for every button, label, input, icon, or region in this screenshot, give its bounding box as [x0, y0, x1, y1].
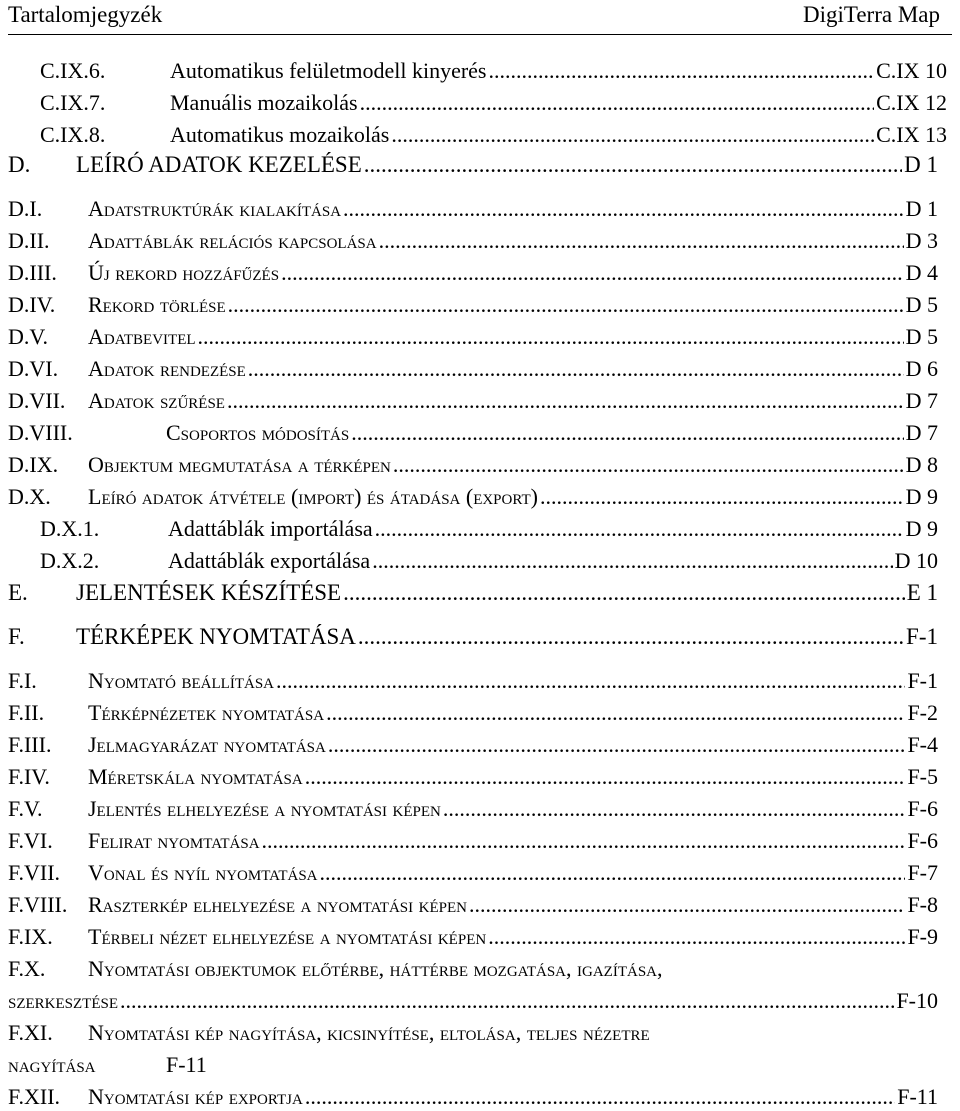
- toc-entry-page: F-11: [897, 1084, 938, 1109]
- toc-entry-first-line[interactable]: [8, 1020, 650, 1046]
- toc-entry-number: E.: [8, 580, 28, 605]
- toc-entry-title: Nyomtató beállítása: [88, 668, 275, 693]
- toc-entry-title: Új rekord hozzáfűzés: [88, 260, 280, 285]
- toc-entry-title: Csoportos módosítás: [166, 420, 350, 445]
- toc-entry-number: F.I.: [8, 668, 37, 693]
- toc-entry-page: D 1: [904, 152, 938, 177]
- toc-entry-title: Térbeli nézet elhelyezése a nyomtatási képen: [88, 924, 487, 949]
- toc-entry-title: Méretskála nyomtatása: [88, 764, 303, 789]
- toc-entry-page: E 1: [906, 580, 938, 605]
- toc-entry-page: C.IX 10: [876, 58, 947, 83]
- toc-entry-page: F-1: [906, 624, 938, 649]
- toc-entry-page: D 9: [905, 516, 938, 541]
- toc-leader-dots: [489, 58, 875, 84]
- toc-entry-page: C.IX 13: [876, 122, 947, 147]
- toc-entry-page: D 5: [905, 324, 938, 349]
- toc-entry[interactable]: [8, 668, 938, 694]
- toc-entry-title: Manuális mozaikolás: [170, 90, 358, 115]
- toc-entry-title: Adatstruktúrák kialakítása: [88, 196, 342, 221]
- toc-entry-number: F.VI.: [8, 828, 53, 853]
- toc-entry[interactable]: [8, 700, 938, 726]
- toc-entry-page: D 8: [905, 452, 938, 477]
- toc-entry[interactable]: [8, 764, 938, 790]
- toc-entry-number: D.X.2.: [40, 548, 100, 573]
- toc-entry[interactable]: [40, 122, 947, 148]
- toc-entry[interactable]: [8, 452, 938, 478]
- toc-entry-page: D 9: [905, 484, 938, 509]
- toc-leader-dots: [281, 260, 904, 286]
- toc-entry[interactable]: [8, 924, 938, 950]
- toc-entry[interactable]: [8, 860, 938, 886]
- toc-leader-dots: [364, 152, 902, 178]
- toc-entry-title: Leíró adatok átvétele (import) és átadása (export): [88, 484, 538, 509]
- toc-entry-number: D.VII.: [8, 388, 66, 413]
- toc-entry-page: F-6: [907, 796, 938, 821]
- toc-entry-page: F-11: [166, 1052, 207, 1077]
- toc-entry[interactable]: [40, 516, 938, 542]
- toc-entry-number: F.IV.: [8, 764, 50, 789]
- toc-entry-title-continued: nagyítása: [8, 1052, 96, 1077]
- toc-entry-title: TÉRKÉPEK NYOMTATÁSA: [76, 624, 356, 649]
- toc-entry-title: Automatikus felületmodell kinyerés: [170, 58, 487, 83]
- toc-entry-number: F.V.: [8, 796, 43, 821]
- toc-entry-title: Jelentés elhelyezése a nyomtatási képen: [88, 796, 441, 821]
- toc-entry-page: F-1: [907, 668, 938, 693]
- toc-leader-dots: [305, 1084, 895, 1110]
- toc-entry[interactable]: [8, 196, 938, 222]
- toc-leader-dots: [262, 828, 906, 854]
- toc-entry-title: LEÍRÓ ADATOK KEZELÉSE: [76, 152, 362, 177]
- toc-leader-dots: [443, 796, 906, 822]
- toc-leader-dots: [328, 732, 906, 758]
- toc-entry[interactable]: [8, 260, 938, 286]
- toc-entry-number: F.III.: [8, 732, 52, 757]
- toc-entry[interactable]: [8, 324, 938, 350]
- toc-entry-number: C.IX.6.: [40, 58, 106, 83]
- toc-entry-title-continued: szerkesztése: [8, 988, 119, 1013]
- toc-entry-page: F-7: [907, 860, 938, 885]
- toc-entry-number: D.VIII.: [8, 420, 73, 445]
- toc-entry-title: Nyomtatási objektumok előtérbe, háttérbe mozgatása, igazítása,: [88, 956, 663, 981]
- toc-entry-title: JELENTÉSEK KÉSZÍTÉSE: [76, 580, 342, 605]
- toc-entry-number: C.IX.8.: [40, 122, 106, 147]
- toc-entry-number: D.IX.: [8, 452, 59, 477]
- toc-entry-first-line[interactable]: [8, 956, 663, 982]
- toc-entry-page: D 10: [894, 548, 938, 573]
- toc-entry-title: Adatok rendezése: [88, 356, 246, 381]
- toc-chapter[interactable]: [8, 152, 938, 178]
- toc-leader-dots: [320, 860, 906, 886]
- toc-leader-dots: [393, 452, 904, 478]
- toc-leader-dots: [375, 516, 904, 542]
- toc-entry[interactable]: [8, 892, 938, 918]
- toc-entry-page: D 6: [905, 356, 938, 381]
- toc-entry-number: D.IV.: [8, 292, 56, 317]
- toc-entry[interactable]: [40, 58, 947, 84]
- toc-entry-title: Automatikus mozaikolás: [170, 122, 390, 147]
- toc-entry-number: F.II.: [8, 700, 45, 725]
- toc-entry-title: Adattáblák relációs kapcsolása: [88, 228, 377, 253]
- toc-entry-number: D.: [8, 152, 31, 177]
- toc-entry[interactable]: [8, 484, 938, 510]
- toc-entry-number: D.I.: [8, 196, 43, 221]
- toc-leader-dots: [248, 356, 904, 382]
- toc-leader-dots: [391, 122, 874, 148]
- toc-entry-number: D.X.1.: [40, 516, 100, 541]
- toc-leader-dots: [228, 292, 904, 318]
- toc-entry-title: Raszterkép elhelyezése a nyomtatási képen: [88, 892, 467, 917]
- toc-entry-number: F.IX.: [8, 924, 53, 949]
- toc-entry-page: F-4: [907, 732, 938, 757]
- toc-entry[interactable]: [8, 292, 938, 318]
- toc-entry-title: Nyomtatási kép nagyítása, kicsinyítése, eltolása, teljes nézetre: [88, 1020, 650, 1045]
- toc-leader-dots: [358, 624, 904, 650]
- toc-entry-page: F-10: [896, 988, 938, 1013]
- toc-entry[interactable]: [8, 828, 938, 854]
- toc-leader-dots: [360, 90, 875, 116]
- toc-entry-number: F.X.: [8, 956, 46, 981]
- toc-entry[interactable]: [8, 732, 938, 758]
- toc-entry-page: D 7: [905, 420, 938, 445]
- toc-entry-page: D 4: [905, 260, 938, 285]
- toc-leader-dots: [469, 892, 905, 918]
- toc-entry-number: D.V.: [8, 324, 48, 349]
- toc-entry-title: Nyomtatási kép exportja: [88, 1084, 303, 1109]
- toc-leader-dots: [351, 420, 903, 446]
- toc-entry-title: Vonal és nyíl nyomtatása: [88, 860, 318, 885]
- toc-entry-title: Objektum megmutatása a térképen: [88, 452, 391, 477]
- toc-entry-number: D.VI.: [8, 356, 59, 381]
- toc-entry-number: F.XI.: [8, 1020, 53, 1045]
- toc-entry-page: F-2: [907, 700, 938, 725]
- toc-leader-dots: [379, 228, 904, 254]
- toc-entry[interactable]: [40, 548, 938, 574]
- toc-entry-title: Adatok szűrése: [88, 388, 225, 413]
- toc-entry[interactable]: [8, 1084, 938, 1110]
- toc-entry-number: D.X.: [8, 484, 51, 509]
- toc-entry-page: F-9: [907, 924, 938, 949]
- toc-leader-dots: [488, 924, 905, 950]
- toc-entry-number: F.VIII.: [8, 892, 68, 917]
- toc-entry-continuation[interactable]: [8, 988, 938, 1014]
- toc-leader-dots: [326, 700, 905, 726]
- toc-entry-number: F.: [8, 624, 25, 649]
- toc-entry[interactable]: [40, 90, 947, 116]
- toc-entry[interactable]: [8, 356, 938, 382]
- toc-entry-page: F-5: [907, 764, 938, 789]
- toc-entry-title: Térképnézetek nyomtatása: [88, 700, 325, 725]
- toc-entry-page: D 5: [905, 292, 938, 317]
- toc-leader-dots: [120, 988, 894, 1014]
- toc-entry-title: Adatbevitel: [88, 324, 196, 349]
- toc-leader-dots: [540, 484, 904, 510]
- toc-leader-dots: [343, 196, 904, 222]
- toc-entry[interactable]: [8, 228, 938, 254]
- toc-entry-page: F-6: [907, 828, 938, 853]
- toc-entry-number: F.XII.: [8, 1084, 61, 1109]
- header-product-name: DigiTerra Map: [803, 2, 940, 27]
- toc-chapter[interactable]: [8, 580, 938, 606]
- toc-entry-title: Adattáblák importálása: [168, 516, 373, 541]
- toc-entry-continuation[interactable]: [8, 1052, 207, 1078]
- toc-leader-dots: [198, 324, 904, 350]
- header-title: Tartalomjegyzék: [8, 2, 163, 27]
- toc-entry-title: Adattáblák exportálása: [168, 548, 371, 573]
- toc-leader-dots: [227, 388, 904, 414]
- toc-entry-page: D 3: [905, 228, 938, 253]
- toc-chapter[interactable]: [8, 624, 938, 650]
- toc-entry[interactable]: [8, 388, 938, 414]
- toc-leader-dots: [305, 764, 906, 790]
- toc-entry-page: D 1: [905, 196, 938, 221]
- toc-entry-number: C.IX.7.: [40, 90, 106, 115]
- toc-entry-title: Jelmagyarázat nyomtatása: [88, 732, 326, 757]
- toc-entry-page: D 7: [905, 388, 938, 413]
- toc-leader-dots: [372, 548, 892, 574]
- toc-entry[interactable]: [8, 420, 938, 446]
- toc-entry-page: C.IX 12: [876, 90, 947, 115]
- toc-entry[interactable]: [8, 796, 938, 822]
- toc-entry-title: Rekord törlése: [88, 292, 226, 317]
- toc-entry-title: Felirat nyomtatása: [88, 828, 260, 853]
- toc-leader-dots: [276, 668, 905, 694]
- toc-entry-number: D.III.: [8, 260, 57, 285]
- toc-entry-number: F.VII.: [8, 860, 61, 885]
- toc-leader-dots: [343, 580, 905, 606]
- toc-entry-page: F-8: [907, 892, 938, 917]
- toc-entry-number: D.II.: [8, 228, 50, 253]
